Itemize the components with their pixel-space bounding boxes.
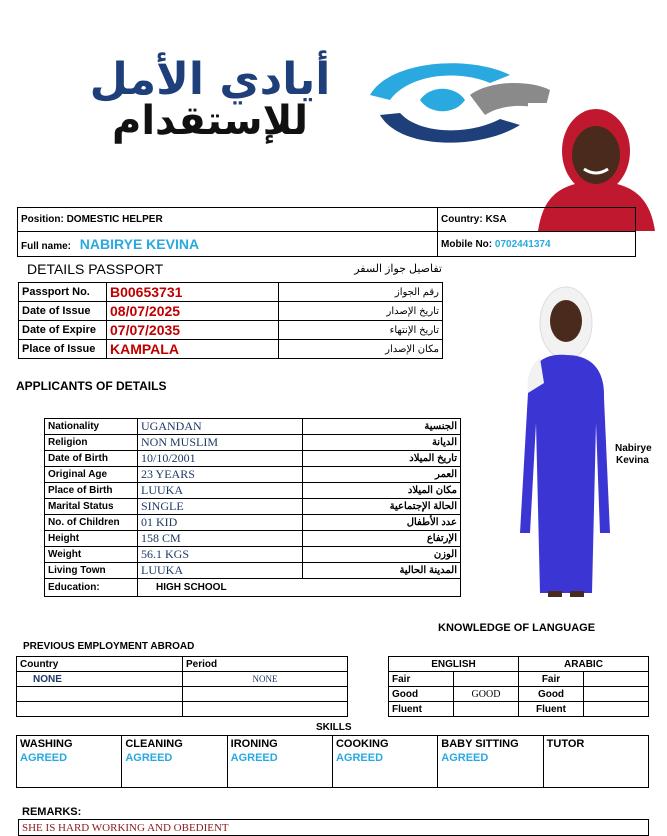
employment-empty-cell (17, 687, 183, 702)
applicant-row (45, 467, 461, 483)
skills-title: SKILLS (316, 722, 352, 733)
language-table (388, 656, 649, 717)
fullname-label: Full name: (21, 241, 72, 252)
applicant-row (45, 499, 461, 515)
employment-col-period: Period (183, 657, 348, 672)
skills-table (16, 735, 649, 788)
english-fluent-mark (454, 702, 519, 717)
applicant-row (45, 531, 461, 547)
employment-empty-cell (183, 702, 348, 717)
applicant-field-label-ar: مكان الميلاد (303, 483, 461, 499)
passport-field-label: Passport No. (19, 283, 107, 302)
applicant-field-label-ar: عدد الأطفال (303, 515, 461, 531)
logo-text-line1: أيادي الأمل (89, 54, 331, 105)
language-title: KNOWLEDGE OF LANGUAGE (438, 622, 596, 634)
employment-country-value: NONE (17, 672, 183, 687)
remarks-text: SHE IS HARD WORKING AND OBEDIENT (19, 820, 649, 836)
applicant-field-label-ar: الديانة (303, 435, 461, 451)
skill-status: AGREED (125, 752, 173, 764)
agency-logo (60, 55, 560, 150)
applicant-field-label: Height (45, 531, 138, 547)
applicant-field-value: UGANDAN (138, 419, 303, 435)
mobile-cell (438, 232, 636, 257)
skill-name: TUTOR (546, 738, 585, 750)
applicant-field-label: Original Age (45, 467, 138, 483)
skill-cell (17, 736, 122, 788)
applicant-field-value: 10/10/2001 (138, 451, 303, 467)
applicant-field-value: LUUKA (138, 483, 303, 499)
logo-text-line2: للإستقدام (112, 98, 308, 144)
passport-field-label-ar: تاريخ الإصدار (279, 302, 443, 321)
employment-empty-cell (183, 687, 348, 702)
passport-field-value: KAMPALA (107, 340, 279, 359)
arabic-fair-mark (584, 672, 649, 687)
passport-title-ar: تفاصيل جواز السفر (354, 263, 442, 275)
english-good-mark: GOOD (454, 687, 519, 702)
education-row (45, 579, 461, 597)
applicant-field-value: NON MUSLIM (138, 435, 303, 451)
country-cell (438, 208, 636, 232)
applicant-field-value: 56.1 KGS (138, 547, 303, 563)
arabic-good-mark (584, 687, 649, 702)
arabic-level-good: Good (519, 687, 584, 702)
skill-status: AGREED (20, 752, 68, 764)
employment-empty-cell (17, 702, 183, 717)
applicant-row (45, 451, 461, 467)
passport-table (18, 282, 443, 359)
position-label: Position: (21, 214, 64, 225)
passport-field-value: 07/07/2035 (107, 321, 279, 340)
applicant-field-label: Marital Status (45, 499, 138, 515)
applicant-field-value: 23 YEARS (138, 467, 303, 483)
passport-field-label: Date of Expire (19, 321, 107, 340)
passport-row (19, 283, 443, 302)
applicant-field-value: SINGLE (138, 499, 303, 515)
applicant-row (45, 419, 461, 435)
arabic-level-fair: Fair (519, 672, 584, 687)
skill-name: CLEANING (125, 738, 183, 750)
passport-field-value: B00653731 (107, 283, 279, 302)
skill-name: IRONING (230, 738, 278, 750)
education-label: Education: (45, 579, 138, 597)
fullname-value: NABIRYE KEVINA (79, 236, 200, 252)
header-table (17, 207, 636, 257)
english-level-good: Good (389, 687, 454, 702)
remarks-table (18, 819, 649, 836)
fullname-cell (18, 232, 438, 257)
language-arabic-header: ARABIC (519, 657, 649, 672)
applicant-title: APPLICANTS OF DETAILS (16, 379, 167, 393)
english-level-fluent: Fluent (389, 702, 454, 717)
passport-field-value: 08/07/2025 (107, 302, 279, 321)
skill-name: WASHING (20, 738, 73, 750)
position-value: DOMESTIC HELPER (66, 214, 163, 225)
employment-table (16, 656, 348, 717)
position-cell (18, 208, 438, 232)
applicant-field-label: Living Town (45, 563, 138, 579)
applicant-row (45, 515, 461, 531)
applicant-field-label: Place of Birth (45, 483, 138, 499)
remarks-title: REMARKS: (22, 806, 82, 818)
applicant-field-label-ar: الحالة الإجتماعية (303, 499, 461, 515)
passport-field-label: Place of Issue (19, 340, 107, 359)
skill-name: COOKING (335, 738, 389, 750)
arabic-level-fluent: Fluent (519, 702, 584, 717)
applicant-field-value: 158 CM (138, 531, 303, 547)
applicant-row (45, 483, 461, 499)
applicant-field-label: Nationality (45, 419, 138, 435)
applicant-field-label-ar: الجنسية (303, 419, 461, 435)
passport-title: DETAILS PASSPORT (27, 261, 164, 277)
skill-cell (122, 736, 227, 788)
employment-title: PREVIOUS EMPLOYMENT ABROAD (23, 641, 195, 652)
applicant-field-label: Weight (45, 547, 138, 563)
applicant-field-label-ar: المدينة الحالية (303, 563, 461, 579)
skill-cell (227, 736, 332, 788)
skill-name: BABY SITTING (441, 738, 519, 750)
education-value: HIGH SCHOOL (138, 579, 461, 597)
applicant-field-label-ar: الوزن (303, 547, 461, 563)
passport-row (19, 302, 443, 321)
applicant-field-label: Religion (45, 435, 138, 451)
mobile-value: 0702441374 (494, 238, 551, 250)
applicant-table (44, 418, 461, 597)
applicant-field-label: No. of Children (45, 515, 138, 531)
applicant-field-label-ar: الإرتفاع (303, 531, 461, 547)
employment-period-value: NONE (183, 672, 348, 687)
applicant-field-value: 01 KID (138, 515, 303, 531)
skill-cell (438, 736, 543, 788)
passport-field-label: Date of Issue (19, 302, 107, 321)
language-english-header: ENGLISH (389, 657, 519, 672)
english-fair-mark (454, 672, 519, 687)
applicant-field-label-ar: تاريخ الميلاد (303, 451, 461, 467)
passport-field-label-ar: مكان الإصدار (279, 340, 443, 359)
applicant-row (45, 435, 461, 451)
full-body-photo (520, 283, 610, 601)
passport-row (19, 340, 443, 359)
skill-status: AGREED (441, 752, 489, 764)
applicant-field-value: LUUKA (138, 563, 303, 579)
english-level-fair: Fair (389, 672, 454, 687)
skill-status: AGREED (335, 752, 384, 764)
photo-caption-first: Nabirye (615, 443, 652, 454)
mobile-label: Mobile No: (441, 238, 493, 250)
arabic-fluent-mark (584, 702, 649, 717)
applicant-row (45, 563, 461, 579)
country-value: KSA (485, 214, 507, 225)
applicant-field-label: Date of Birth (45, 451, 138, 467)
passport-field-label-ar: رقم الجواز (279, 283, 443, 302)
photo-caption-last: Kevina (616, 455, 649, 466)
employment-col-country: Country (17, 657, 183, 672)
country-label: Country: (441, 214, 483, 225)
skill-cell (332, 736, 437, 788)
passport-field-label-ar: تاريخ الإنتهاء (279, 321, 443, 340)
skill-cell (543, 736, 648, 788)
skill-status: AGREED (230, 752, 278, 764)
passport-row (19, 321, 443, 340)
applicant-field-label-ar: العمر (303, 467, 461, 483)
applicant-row (45, 547, 461, 563)
